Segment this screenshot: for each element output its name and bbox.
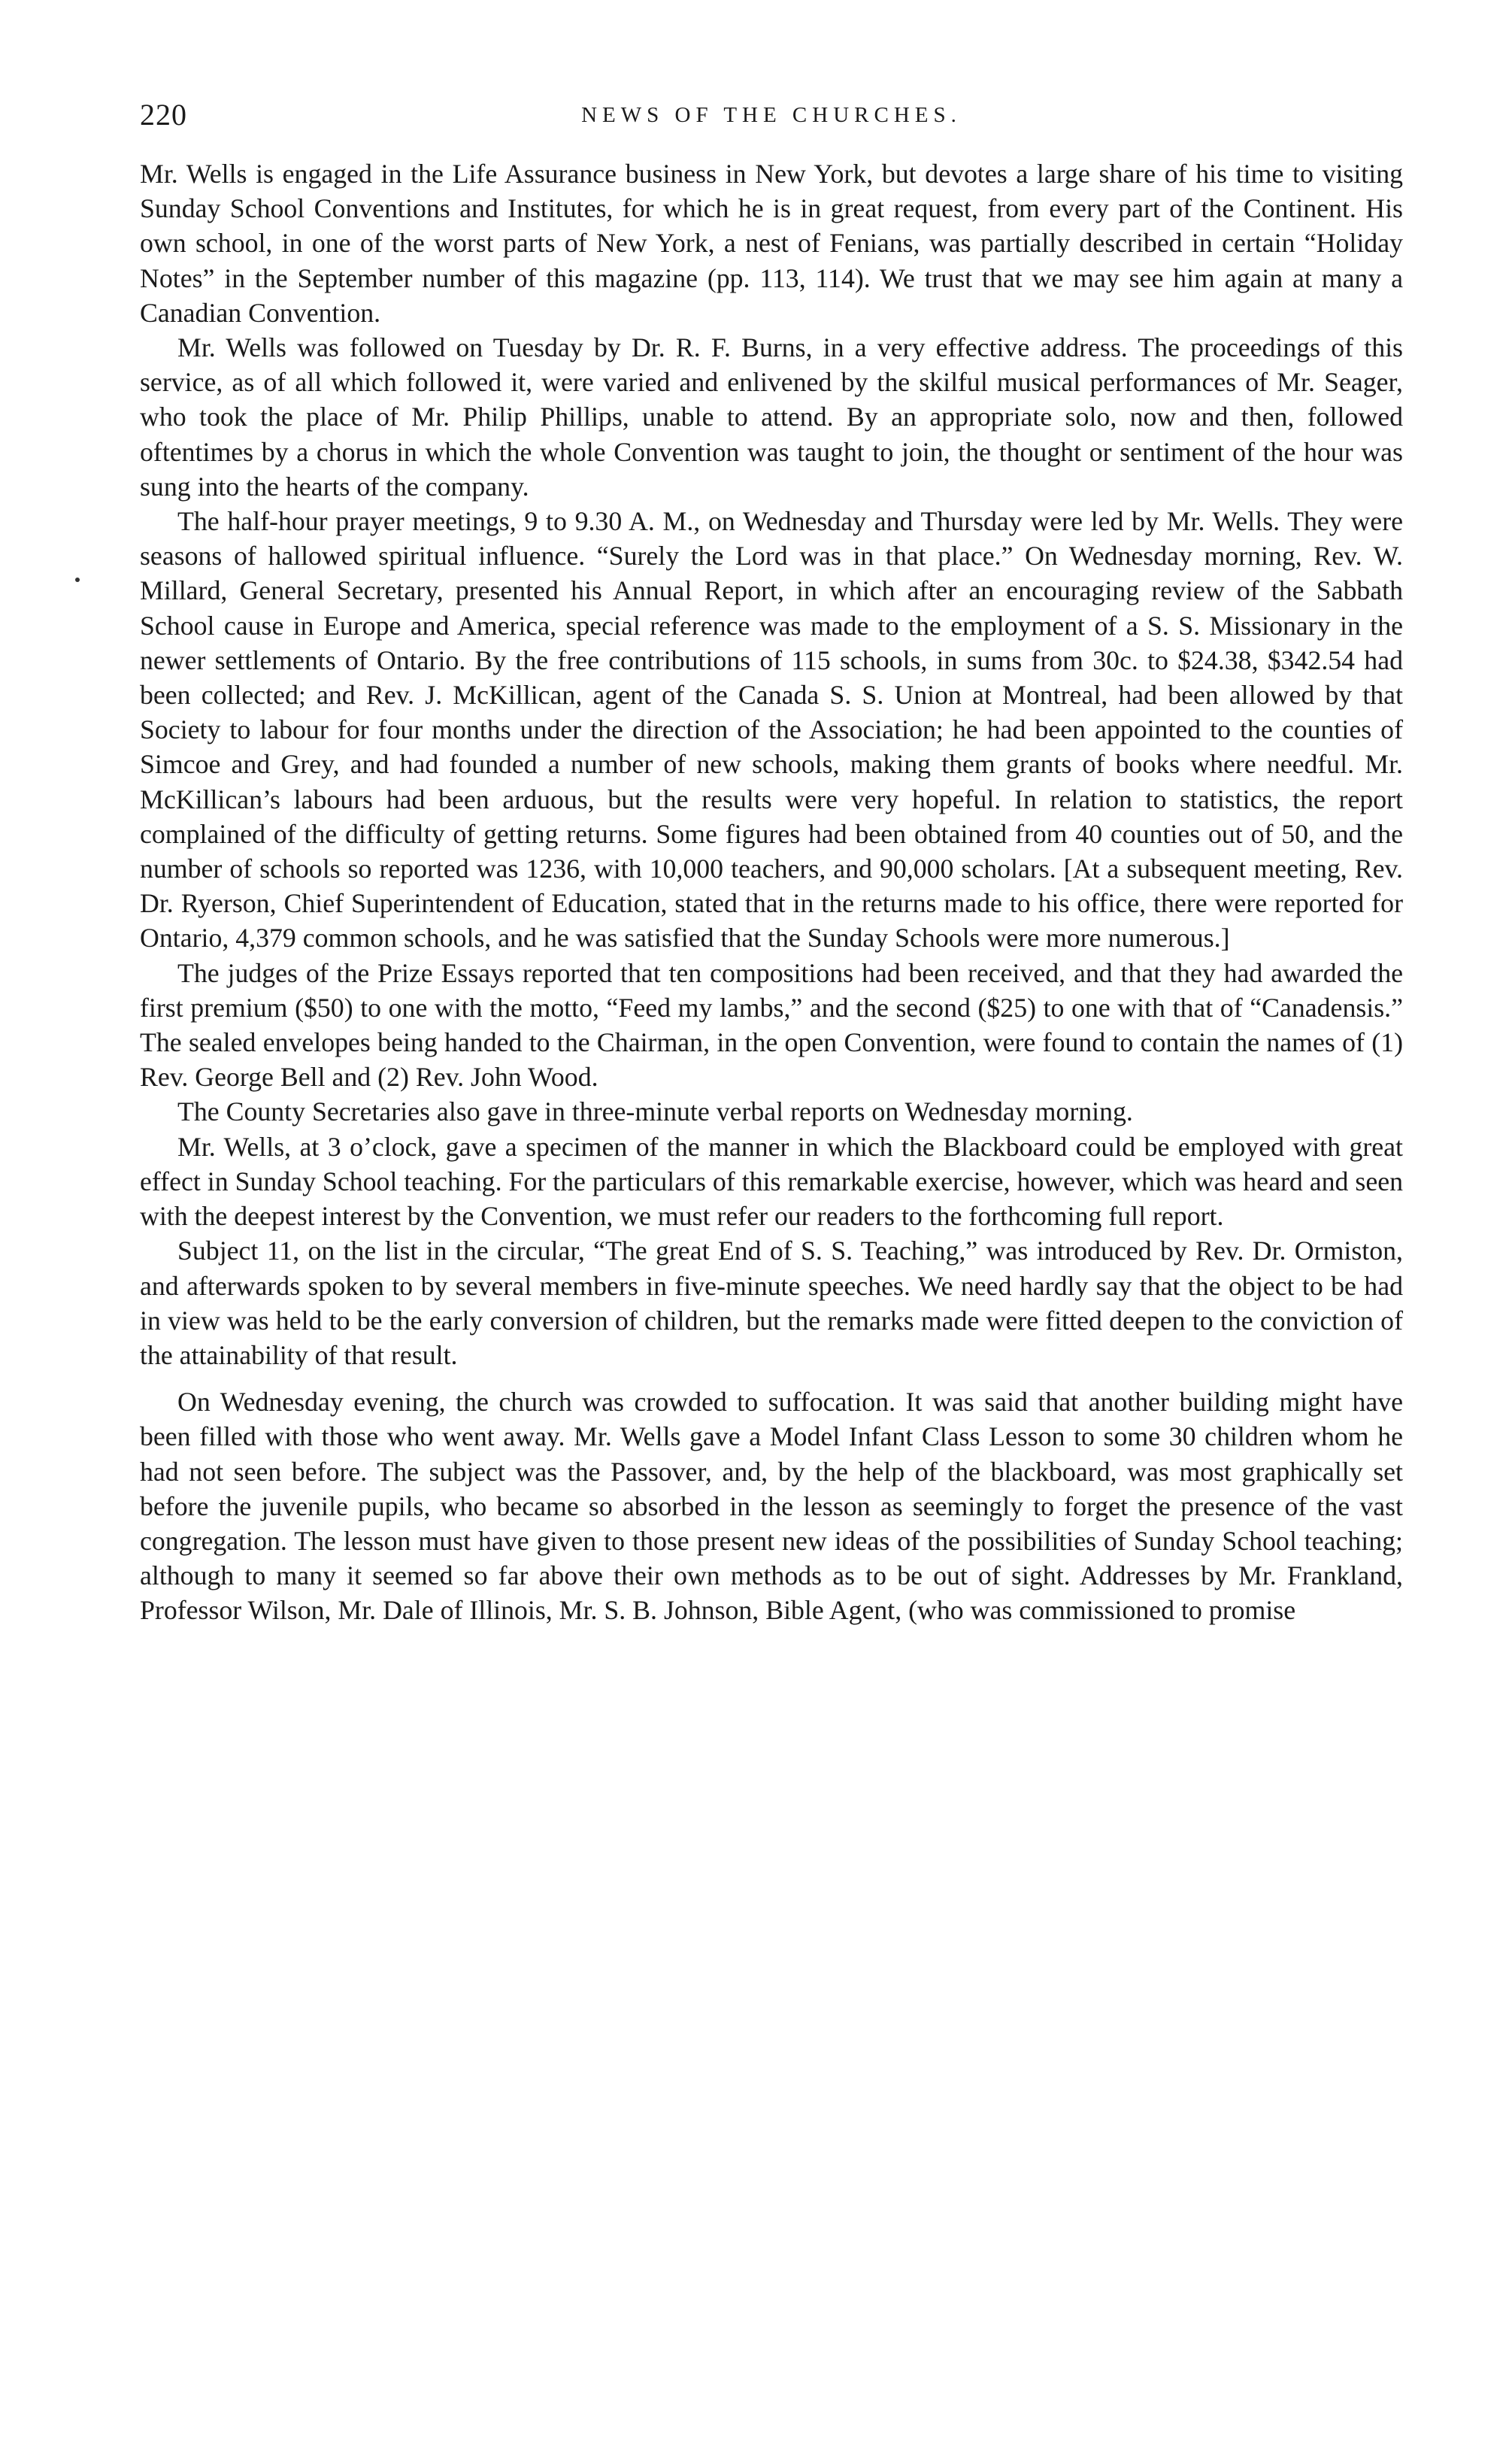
article-body bbox=[140, 156, 1403, 1628]
paragraph-annual-report: The half-hour prayer meetings, 9 to 9.30 A. M., on Wednesday and Thursday were led by Mr. Wells. They were seasons of hallowed spiritual influence. “Surely the Lord was in that place.” On Wednesday morning, Rev. W. Millard, General Secretary, presented his Annual Report, in which after an encouraging review of the Sabbath School cause in Europe and America, special reference was made to the employment of a S. S. Missionary in the newer settlements of Ontario. By the free contributions of 115 schools, in sums from 30c. to $24.38, $342.54 had been collected; and Rev. J. McKillican, agent of the Canada S. S. Union at Montreal, had been allowed by that Society to labour for four months under the direction of the Association; he had been appointed to the counties of Simcoe and Grey, and had founded a number of new schools, making them grants of books where needful. Mr. McKillican’s labours had been arduous, but the results were very hopeful. In relation to statistics, the report complained of the difficulty of getting returns. Some figures had been obtained from 40 counties out of 50, and the number of schools so reported was 1236, with 10,000 teachers, and 90,000 scholars. [At a subsequent meeting, Rev. Dr. Ryerson, Chief Superintendent of Education, stated that in the returns made to his office, there were reported for Ontario, 4,379 common schools, and he was satisfied that the Sunday Schools were more numerous.] bbox=[140, 506, 1403, 954]
running-head bbox=[140, 89, 1403, 141]
paragraph-prize-essays: The judges of the Prize Essays reported that ten compositions had been received, and that they had awarded the first premium ($50) to one with the motto, “Feed my lambs,” and the second ($25) to one with that of “Canadensis.” The sealed envelopes being handed to the Chairman, in the open Convention, were found to contain the names of (1) Rev. George Bell and (2) Rev. John Wood. bbox=[140, 957, 1403, 1093]
paragraph-county-secretaries: The County Secretaries also gave in three-minute verbal reports on Wednesday morning. bbox=[177, 1096, 1133, 1127]
paragraph-subject-eleven: Subject 11, on the list in the circular, “The great End of S. S. Teaching,” was introduced by Rev. Dr. Ormiston, and afterwards spoken to by several members in five-minute speeches. We need hardly say that the object to be had in view was held to be the early conversion of children, but the remarks made were fitted deepen to the conviction of the attainability of that result. bbox=[140, 1236, 1403, 1370]
paragraph-burns-address: Mr. Wells was followed on Tuesday by Dr. R. F. Burns, in a very effective address. The proceedings of this service, as of all which followed it, were varied and enlivened by the skilful musical performances of Mr. Seager, who took the place of Mr. Philip Phillips, unable to attend. By an appropriate solo, now and then, followed oftentimes by a chorus in which the whole Convention was taught to join, the thought or sentiment of the hour was sung into the hearts of the company. bbox=[140, 332, 1403, 502]
paragraph-blackboard: Mr. Wells, at 3 o’clock, gave a specimen of the manner in which the Blackboard could be employed with great effect in Sunday School teaching. For the particulars of this remarkable exercise, however, which was heard and seen with the deepest interest by the Convention, we must refer our readers to the forthcoming full report. bbox=[140, 1131, 1403, 1232]
running-title: NEWS OF THE CHURCHES. bbox=[581, 103, 962, 127]
paragraph-wednesday-evening: On Wednesday evening, the church was crowded to suffocation. It was said that another building might have been filled with those who went away. Mr. Wells gave a Model Infant Class Lesson to some 30 children whom he had not seen before. The subject was the Passover, and, by the help of the blackboard, was most graphically set before the juvenile pupils, who became so absorbed in the lesson as seemingly to forget the presence of the vast congregation. The lesson must have given to those present new ideas of the possibilities of Sunday School teaching; although to many it seemed so far above their own methods as to be out of sight. Addresses by Mr. Frankland, Professor Wilson, Mr. Dale of Illinois, Mr. S. B. Johnson, Bible Agent, (who was commissioned to promise bbox=[140, 1387, 1403, 1626]
margin-dot bbox=[75, 578, 80, 582]
paragraph-wells-intro: Mr. Wells is engaged in the Life Assurance business in New York, but devotes a large share of his time to visiting Sunday School Conventions and Institutes, for which he is in great request, from every part of the Continent. His own school, in one of the worst parts of New York, a nest of Fenians, was partially described in certain “Holiday Notes” in the September number of this magazine (pp. 113, 114). We trust that we may see him again at many a Canadian Convention. bbox=[140, 159, 1403, 328]
page-number: 220 bbox=[140, 98, 187, 132]
